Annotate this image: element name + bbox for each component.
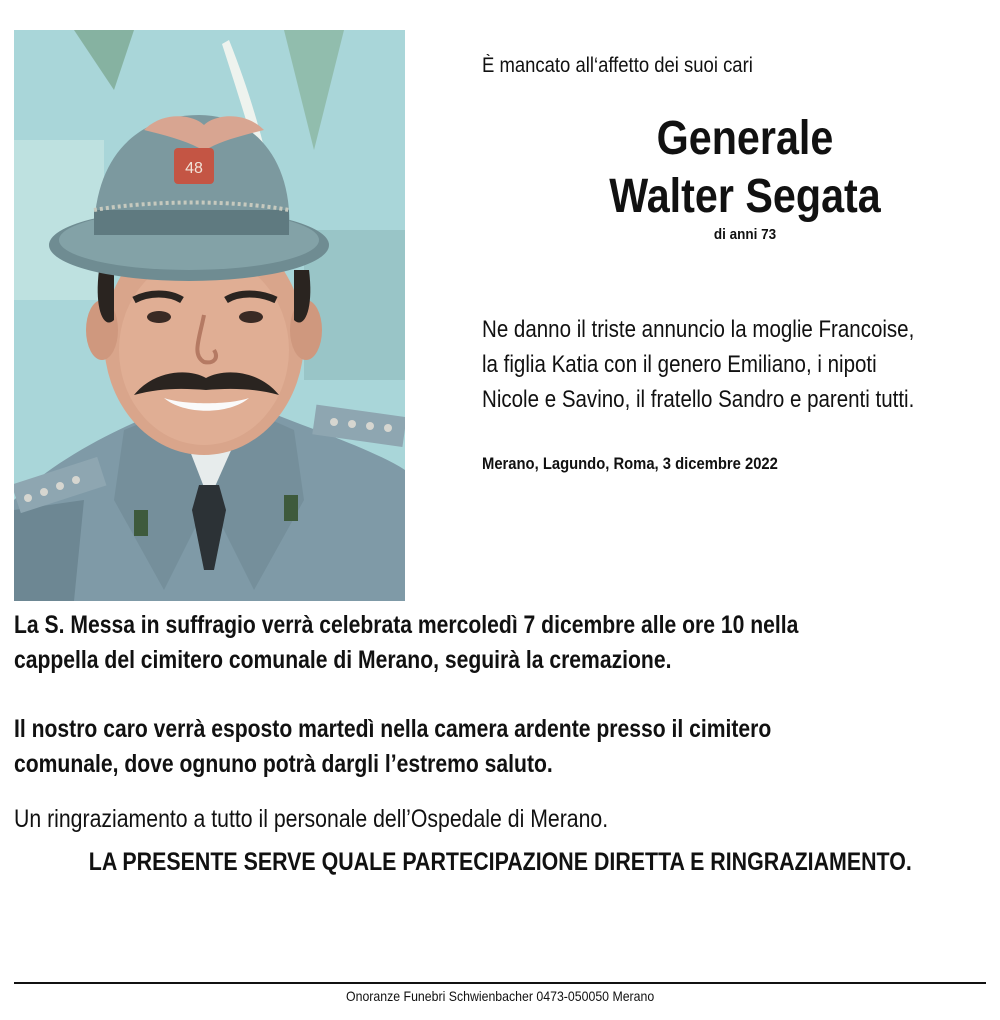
viewing-line: Il nostro caro verrà esposto martedì nella camera ardente presso il cimitero bbox=[14, 715, 772, 743]
mass-paragraph bbox=[14, 608, 944, 678]
deceased-name-block bbox=[545, 110, 945, 243]
closing-text: LA PRESENTE SERVE QUALE PARTECIPAZIONE DIRETTA E RINGRAZIAMENTO. bbox=[88, 848, 912, 876]
viewing-line: comunale, dove ognuno potrà dargli l’estremo saluto. bbox=[14, 750, 553, 778]
footer-text: Onoranze Funebri Schwienbacher 0473-050050 Merano bbox=[345, 988, 655, 1004]
mass-line: La S. Messa in suffragio verrà celebrata mercoledì 7 dicembre alle ore 10 nella bbox=[14, 611, 799, 639]
closing-statement bbox=[0, 848, 1000, 877]
footer-divider bbox=[14, 982, 986, 984]
place-date: Merano, Lagundo, Roma, 3 dicembre 2022 bbox=[482, 454, 778, 473]
announcement-line: la figlia Katia con il genero Emiliano, i nipoti bbox=[482, 351, 877, 378]
viewing-paragraph bbox=[14, 712, 944, 782]
mass-line: cappella del cimitero comunale di Merano, seguirà la cremazione. bbox=[14, 646, 672, 674]
announcement-line: Ne danno il triste annuncio la moglie Francoise, bbox=[482, 316, 915, 343]
announcement-line: Nicole e Savino, il fratello Sandro e parenti tutti. bbox=[482, 386, 915, 413]
portrait-photo bbox=[14, 30, 405, 601]
intro-text: È mancato all‘affetto dei suoi cari bbox=[482, 54, 753, 77]
deceased-age: di anni 73 bbox=[713, 226, 777, 243]
badge-number: 48 bbox=[185, 160, 203, 177]
footer bbox=[0, 988, 1000, 1004]
deceased-name: Walter Segata bbox=[609, 170, 881, 223]
thanks-text: Un ringraziamento a tutto il personale dell’Ospedale di Merano. bbox=[14, 805, 609, 833]
announcement-text bbox=[482, 312, 961, 417]
deceased-rank: Generale bbox=[656, 112, 834, 165]
